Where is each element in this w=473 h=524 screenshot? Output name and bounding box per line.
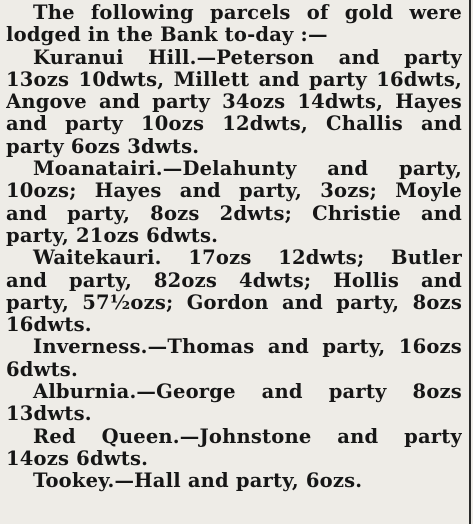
article-line: lodged in the Bank to-day :— <box>6 24 328 47</box>
article-line: and party 10ozs 12dwts, Challis and <box>6 113 462 136</box>
article-line: Inverness.—Thomas and party, 16ozs <box>33 336 462 359</box>
article-line: party, 57½ozs; Gordon and party, 8ozs <box>6 291 462 314</box>
article-line: 13dwts. <box>6 403 92 426</box>
article-line: Alburnia.—George and party 8ozs <box>33 381 462 404</box>
article-line: Kuranui Hill.—Peterson and party <box>33 46 462 69</box>
article-line: Angove and party 34ozs 14dwts, Hayes <box>6 91 462 114</box>
article-line: 14ozs 6dwts. <box>6 447 149 470</box>
article-line: 6dwts. <box>6 358 78 381</box>
article-line: Waitekauri. 17ozs 12dwts; Butler <box>33 247 462 270</box>
article-line: 10ozs; Hayes and party, 3ozs; Moyle <box>6 180 462 203</box>
article-line: party, 21ozs 6dwts. <box>6 224 219 247</box>
column-rule <box>469 0 471 524</box>
article-line: 13ozs 10dwts, Millett and party 16dwts, <box>6 68 462 91</box>
article-text <box>6 2 462 493</box>
article-line: party 6ozs 3dwts. <box>6 135 200 158</box>
article-line: Tookey.—Hall and party, 6ozs. <box>33 470 363 493</box>
article-line: Moanatairi.—Delahunty and party, <box>33 158 462 181</box>
article-line: Red Queen.—Johnstone and party <box>33 425 462 448</box>
article-line: and party, 8ozs 2dwts; Christie and <box>6 202 462 225</box>
article-line: 16dwts. <box>6 314 92 337</box>
article-line: and party, 82ozs 4dwts; Hollis and <box>6 269 462 292</box>
article-line: The following parcels of gold were <box>33 2 462 24</box>
